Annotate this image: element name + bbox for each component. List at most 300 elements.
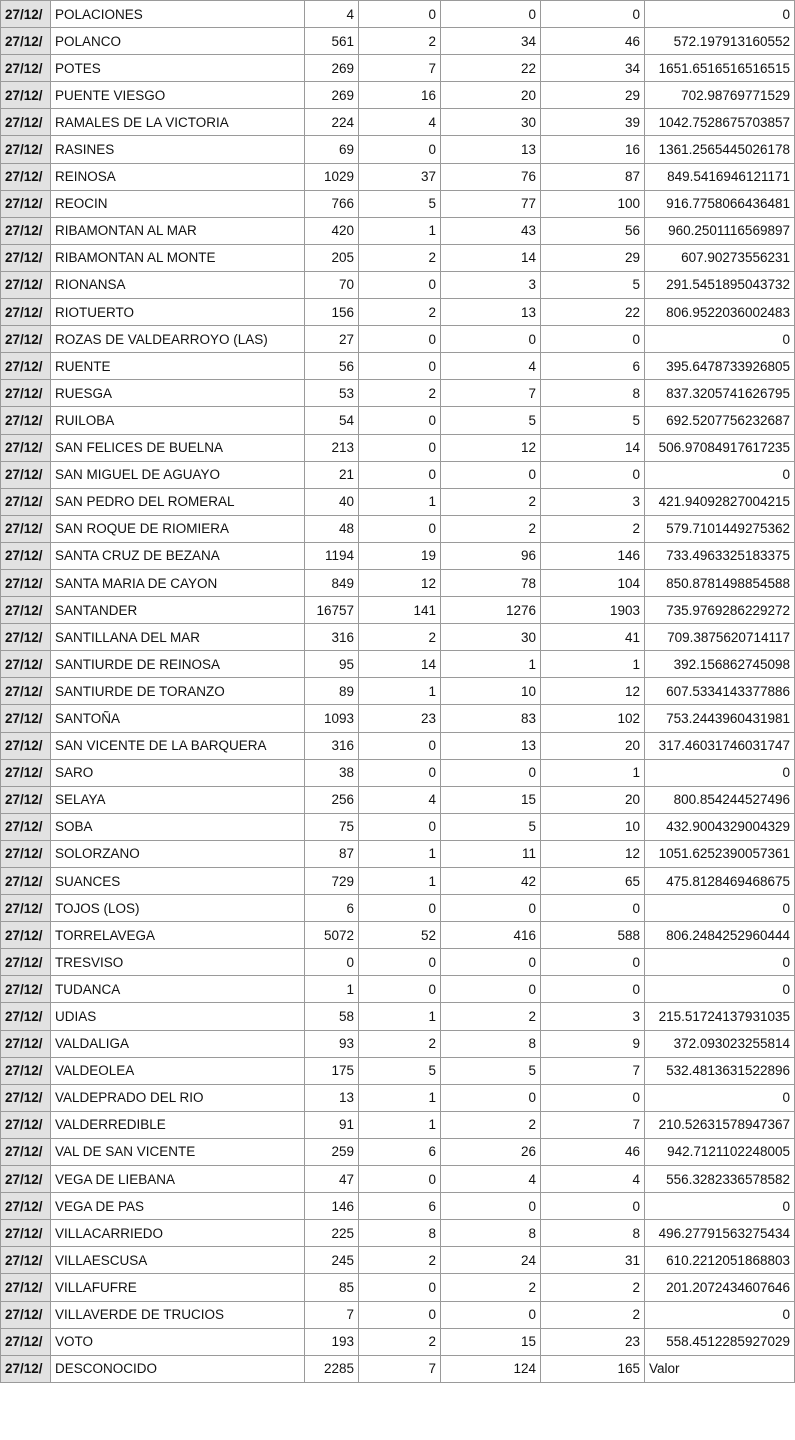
- value-cell-2[interactable]: 0: [359, 407, 441, 434]
- value-cell-2[interactable]: 0: [359, 434, 441, 461]
- date-cell[interactable]: 27/12/: [1, 190, 51, 217]
- date-cell[interactable]: 27/12/: [1, 651, 51, 678]
- value-cell-4[interactable]: 29: [541, 244, 645, 271]
- value-cell-2[interactable]: 6: [359, 1138, 441, 1165]
- value-cell-1[interactable]: 91: [305, 1111, 359, 1138]
- value-cell-5[interactable]: 210.52631578947367: [645, 1111, 795, 1138]
- value-cell-2[interactable]: 1: [359, 840, 441, 867]
- value-cell-5[interactable]: 0: [645, 949, 795, 976]
- municipality-cell[interactable]: RIBAMONTAN AL MAR: [51, 217, 305, 244]
- value-cell-4[interactable]: 56: [541, 217, 645, 244]
- value-cell-5[interactable]: 916.7758066436481: [645, 190, 795, 217]
- municipality-cell[interactable]: VEGA DE PAS: [51, 1193, 305, 1220]
- value-cell-2[interactable]: 23: [359, 705, 441, 732]
- value-cell-2[interactable]: 2: [359, 624, 441, 651]
- municipality-cell[interactable]: RASINES: [51, 136, 305, 163]
- value-cell-1[interactable]: 205: [305, 244, 359, 271]
- value-cell-2[interactable]: 12: [359, 569, 441, 596]
- municipality-cell[interactable]: TOJOS (LOS): [51, 895, 305, 922]
- value-cell-1[interactable]: 146: [305, 1193, 359, 1220]
- value-cell-2[interactable]: 0: [359, 1301, 441, 1328]
- value-cell-2[interactable]: 52: [359, 922, 441, 949]
- value-cell-3[interactable]: 0: [441, 1193, 541, 1220]
- value-cell-5[interactable]: 960.2501116569897: [645, 217, 795, 244]
- value-cell-3[interactable]: 13: [441, 732, 541, 759]
- municipality-cell[interactable]: RUILOBA: [51, 407, 305, 434]
- municipality-cell[interactable]: SANTANDER: [51, 597, 305, 624]
- municipality-cell[interactable]: SOLORZANO: [51, 840, 305, 867]
- date-cell[interactable]: 27/12/: [1, 705, 51, 732]
- value-cell-2[interactable]: 0: [359, 515, 441, 542]
- value-cell-4[interactable]: 0: [541, 895, 645, 922]
- municipality-cell[interactable]: SAN VICENTE DE LA BARQUERA: [51, 732, 305, 759]
- value-cell-4[interactable]: 46: [541, 28, 645, 55]
- value-cell-2[interactable]: 19: [359, 542, 441, 569]
- value-cell-4[interactable]: 5: [541, 271, 645, 298]
- value-cell-3[interactable]: 13: [441, 299, 541, 326]
- municipality-cell[interactable]: VILLAESCUSA: [51, 1247, 305, 1274]
- value-cell-3[interactable]: 77: [441, 190, 541, 217]
- value-cell-3[interactable]: 0: [441, 759, 541, 786]
- value-cell-4[interactable]: 4: [541, 1166, 645, 1193]
- value-cell-1[interactable]: 2285: [305, 1355, 359, 1382]
- value-cell-4[interactable]: 0: [541, 1084, 645, 1111]
- value-cell-4[interactable]: 23: [541, 1328, 645, 1355]
- value-cell-2[interactable]: 0: [359, 732, 441, 759]
- value-cell-5[interactable]: 709.3875620714117: [645, 624, 795, 651]
- value-cell-5[interactable]: 1042.7528675703857: [645, 109, 795, 136]
- municipality-cell[interactable]: RUESGA: [51, 380, 305, 407]
- value-cell-4[interactable]: 100: [541, 190, 645, 217]
- value-cell-3[interactable]: 11: [441, 840, 541, 867]
- date-cell[interactable]: 27/12/: [1, 434, 51, 461]
- value-cell-2[interactable]: 7: [359, 1355, 441, 1382]
- value-cell-1[interactable]: 54: [305, 407, 359, 434]
- value-cell-1[interactable]: 316: [305, 624, 359, 651]
- date-cell[interactable]: 27/12/: [1, 1355, 51, 1382]
- value-cell-4[interactable]: 20: [541, 786, 645, 813]
- value-cell-3[interactable]: 12: [441, 434, 541, 461]
- value-cell-3[interactable]: 76: [441, 163, 541, 190]
- value-cell-3[interactable]: 22: [441, 55, 541, 82]
- municipality-cell[interactable]: TORRELAVEGA: [51, 922, 305, 949]
- value-cell-5[interactable]: 291.5451895043732: [645, 271, 795, 298]
- value-cell-4[interactable]: 2: [541, 1301, 645, 1328]
- value-cell-2[interactable]: 1: [359, 678, 441, 705]
- value-cell-1[interactable]: 87: [305, 840, 359, 867]
- value-cell-2[interactable]: 0: [359, 1, 441, 28]
- municipality-cell[interactable]: VILLACARRIEDO: [51, 1220, 305, 1247]
- value-cell-4[interactable]: 102: [541, 705, 645, 732]
- date-cell[interactable]: 27/12/: [1, 244, 51, 271]
- value-cell-5[interactable]: 753.2443960431981: [645, 705, 795, 732]
- value-cell-1[interactable]: 93: [305, 1030, 359, 1057]
- value-cell-4[interactable]: 39: [541, 109, 645, 136]
- value-cell-3[interactable]: 30: [441, 624, 541, 651]
- value-cell-2[interactable]: 2: [359, 299, 441, 326]
- value-cell-5[interactable]: 0: [645, 1301, 795, 1328]
- value-cell-4[interactable]: 6: [541, 353, 645, 380]
- value-cell-3[interactable]: 0: [441, 461, 541, 488]
- value-cell-3[interactable]: 0: [441, 895, 541, 922]
- value-cell-4[interactable]: 5: [541, 407, 645, 434]
- value-cell-3[interactable]: 8: [441, 1030, 541, 1057]
- value-cell-3[interactable]: 2: [441, 488, 541, 515]
- municipality-cell[interactable]: REINOSA: [51, 163, 305, 190]
- value-cell-2[interactable]: 1: [359, 1003, 441, 1030]
- value-cell-2[interactable]: 2: [359, 380, 441, 407]
- value-cell-5[interactable]: 421.94092827004215: [645, 488, 795, 515]
- value-cell-1[interactable]: 259: [305, 1138, 359, 1165]
- date-cell[interactable]: 27/12/: [1, 407, 51, 434]
- value-cell-2[interactable]: 0: [359, 1274, 441, 1301]
- value-cell-4[interactable]: 31: [541, 1247, 645, 1274]
- date-cell[interactable]: 27/12/: [1, 542, 51, 569]
- value-cell-4[interactable]: 22: [541, 299, 645, 326]
- municipality-cell[interactable]: VILLAFUFRE: [51, 1274, 305, 1301]
- value-cell-5[interactable]: 532.4813631522896: [645, 1057, 795, 1084]
- value-cell-1[interactable]: 40: [305, 488, 359, 515]
- value-cell-4[interactable]: 9: [541, 1030, 645, 1057]
- value-cell-1[interactable]: 156: [305, 299, 359, 326]
- value-cell-1[interactable]: 6: [305, 895, 359, 922]
- value-cell-3[interactable]: 0: [441, 1301, 541, 1328]
- value-cell-4[interactable]: 3: [541, 1003, 645, 1030]
- value-cell-5[interactable]: 556.3282336578582: [645, 1166, 795, 1193]
- value-cell-1[interactable]: 175: [305, 1057, 359, 1084]
- municipality-cell[interactable]: SELAYA: [51, 786, 305, 813]
- value-cell-5[interactable]: 1361.2565445026178: [645, 136, 795, 163]
- value-cell-4[interactable]: 20: [541, 732, 645, 759]
- value-cell-3[interactable]: 20: [441, 82, 541, 109]
- municipality-cell[interactable]: VALDEPRADO DEL RIO: [51, 1084, 305, 1111]
- value-cell-2[interactable]: 16: [359, 82, 441, 109]
- value-cell-1[interactable]: 316: [305, 732, 359, 759]
- value-cell-4[interactable]: 7: [541, 1111, 645, 1138]
- municipality-cell[interactable]: SUANCES: [51, 868, 305, 895]
- date-cell[interactable]: 27/12/: [1, 868, 51, 895]
- value-cell-3[interactable]: 5: [441, 407, 541, 434]
- municipality-cell[interactable]: POTES: [51, 55, 305, 82]
- date-cell[interactable]: 27/12/: [1, 28, 51, 55]
- date-cell[interactable]: 27/12/: [1, 813, 51, 840]
- municipality-cell[interactable]: SAN MIGUEL DE AGUAYO: [51, 461, 305, 488]
- value-cell-5[interactable]: 610.2212051868803: [645, 1247, 795, 1274]
- value-cell-5[interactable]: 475.8128469468675: [645, 868, 795, 895]
- date-cell[interactable]: 27/12/: [1, 1166, 51, 1193]
- date-cell[interactable]: 27/12/: [1, 1274, 51, 1301]
- value-cell-3[interactable]: 0: [441, 949, 541, 976]
- municipality-cell[interactable]: PUENTE VIESGO: [51, 82, 305, 109]
- value-cell-1[interactable]: 1194: [305, 542, 359, 569]
- value-cell-1[interactable]: 561: [305, 28, 359, 55]
- value-cell-5[interactable]: 372.093023255814: [645, 1030, 795, 1057]
- value-cell-1[interactable]: 16757: [305, 597, 359, 624]
- value-cell-2[interactable]: 4: [359, 786, 441, 813]
- date-cell[interactable]: 27/12/: [1, 1084, 51, 1111]
- value-cell-4[interactable]: 165: [541, 1355, 645, 1382]
- value-cell-5[interactable]: 215.51724137931035: [645, 1003, 795, 1030]
- date-cell[interactable]: 27/12/: [1, 1111, 51, 1138]
- value-cell-2[interactable]: 1: [359, 488, 441, 515]
- value-cell-5[interactable]: 395.6478733926805: [645, 353, 795, 380]
- date-cell[interactable]: 27/12/: [1, 1138, 51, 1165]
- value-cell-1[interactable]: 85: [305, 1274, 359, 1301]
- value-cell-3[interactable]: 30: [441, 109, 541, 136]
- municipality-cell[interactable]: RIBAMONTAN AL MONTE: [51, 244, 305, 271]
- value-cell-4[interactable]: 12: [541, 840, 645, 867]
- value-cell-4[interactable]: 1903: [541, 597, 645, 624]
- value-cell-4[interactable]: 588: [541, 922, 645, 949]
- value-cell-1[interactable]: 269: [305, 82, 359, 109]
- value-cell-1[interactable]: 69: [305, 136, 359, 163]
- municipality-cell[interactable]: POLANCO: [51, 28, 305, 55]
- value-cell-1[interactable]: 1: [305, 976, 359, 1003]
- value-cell-5[interactable]: 1651.6516516516515: [645, 55, 795, 82]
- value-cell-3[interactable]: 15: [441, 1328, 541, 1355]
- value-cell-2[interactable]: 14: [359, 651, 441, 678]
- value-cell-3[interactable]: 34: [441, 28, 541, 55]
- value-cell-3[interactable]: 78: [441, 569, 541, 596]
- value-cell-4[interactable]: 8: [541, 1220, 645, 1247]
- value-cell-1[interactable]: 89: [305, 678, 359, 705]
- value-cell-1[interactable]: 245: [305, 1247, 359, 1274]
- value-cell-2[interactable]: 8: [359, 1220, 441, 1247]
- value-cell-3[interactable]: 4: [441, 353, 541, 380]
- date-cell[interactable]: 27/12/: [1, 1003, 51, 1030]
- value-cell-1[interactable]: 1029: [305, 163, 359, 190]
- value-cell-4[interactable]: 0: [541, 949, 645, 976]
- value-cell-1[interactable]: 95: [305, 651, 359, 678]
- value-cell-2[interactable]: 7: [359, 55, 441, 82]
- date-cell[interactable]: 27/12/: [1, 1, 51, 28]
- value-cell-5[interactable]: 392.156862745098: [645, 651, 795, 678]
- value-cell-5[interactable]: 317.46031746031747: [645, 732, 795, 759]
- value-cell-1[interactable]: 729: [305, 868, 359, 895]
- value-cell-3[interactable]: 2: [441, 515, 541, 542]
- value-cell-5[interactable]: 1051.6252390057361: [645, 840, 795, 867]
- date-cell[interactable]: 27/12/: [1, 1301, 51, 1328]
- value-cell-2[interactable]: 5: [359, 1057, 441, 1084]
- value-cell-2[interactable]: 0: [359, 136, 441, 163]
- value-cell-1[interactable]: 4: [305, 1, 359, 28]
- value-cell-3[interactable]: 0: [441, 1084, 541, 1111]
- value-cell-3[interactable]: 13: [441, 136, 541, 163]
- municipality-cell[interactable]: VALDALIGA: [51, 1030, 305, 1057]
- value-cell-5[interactable]: 0: [645, 895, 795, 922]
- date-cell[interactable]: 27/12/: [1, 488, 51, 515]
- municipality-cell[interactable]: VILLAVERDE DE TRUCIOS: [51, 1301, 305, 1328]
- municipality-cell[interactable]: REOCIN: [51, 190, 305, 217]
- value-cell-2[interactable]: 4: [359, 109, 441, 136]
- value-cell-5[interactable]: 496.27791563275434: [645, 1220, 795, 1247]
- municipality-cell[interactable]: RIOTUERTO: [51, 299, 305, 326]
- date-cell[interactable]: 27/12/: [1, 922, 51, 949]
- value-cell-1[interactable]: 269: [305, 55, 359, 82]
- value-cell-4[interactable]: 12: [541, 678, 645, 705]
- value-cell-3[interactable]: 7: [441, 380, 541, 407]
- value-cell-3[interactable]: 14: [441, 244, 541, 271]
- value-cell-3[interactable]: 15: [441, 786, 541, 813]
- date-cell[interactable]: 27/12/: [1, 271, 51, 298]
- date-cell[interactable]: 27/12/: [1, 786, 51, 813]
- value-cell-4[interactable]: 65: [541, 868, 645, 895]
- value-cell-2[interactable]: 2: [359, 1328, 441, 1355]
- date-cell[interactable]: 27/12/: [1, 949, 51, 976]
- value-cell-1[interactable]: 849: [305, 569, 359, 596]
- value-cell-3[interactable]: 0: [441, 1, 541, 28]
- value-cell-5[interactable]: 800.854244527496: [645, 786, 795, 813]
- value-cell-2[interactable]: 2: [359, 244, 441, 271]
- value-cell-3[interactable]: 26: [441, 1138, 541, 1165]
- value-cell-5[interactable]: 0: [645, 461, 795, 488]
- value-cell-5[interactable]: 572.197913160552: [645, 28, 795, 55]
- value-cell-4[interactable]: 41: [541, 624, 645, 651]
- date-cell[interactable]: 27/12/: [1, 976, 51, 1003]
- value-cell-4[interactable]: 14: [541, 434, 645, 461]
- value-cell-2[interactable]: 0: [359, 949, 441, 976]
- value-cell-1[interactable]: 38: [305, 759, 359, 786]
- value-cell-1[interactable]: 58: [305, 1003, 359, 1030]
- date-cell[interactable]: 27/12/: [1, 732, 51, 759]
- date-cell[interactable]: 27/12/: [1, 895, 51, 922]
- value-cell-2[interactable]: 2: [359, 28, 441, 55]
- value-cell-2[interactable]: 1: [359, 1084, 441, 1111]
- municipality-cell[interactable]: SARO: [51, 759, 305, 786]
- value-cell-4[interactable]: 10: [541, 813, 645, 840]
- date-cell[interactable]: 27/12/: [1, 353, 51, 380]
- value-cell-1[interactable]: 5072: [305, 922, 359, 949]
- value-cell-4[interactable]: 0: [541, 976, 645, 1003]
- value-cell-2[interactable]: 0: [359, 1166, 441, 1193]
- date-cell[interactable]: 27/12/: [1, 515, 51, 542]
- value-cell-1[interactable]: 0: [305, 949, 359, 976]
- value-cell-3[interactable]: 4: [441, 1166, 541, 1193]
- value-cell-3[interactable]: 3: [441, 271, 541, 298]
- value-cell-4[interactable]: 3: [541, 488, 645, 515]
- value-cell-5[interactable]: 806.2484252960444: [645, 922, 795, 949]
- value-cell-2[interactable]: 0: [359, 326, 441, 353]
- municipality-cell[interactable]: RUENTE: [51, 353, 305, 380]
- municipality-cell[interactable]: ROZAS DE VALDEARROYO (LAS): [51, 326, 305, 353]
- value-cell-5[interactable]: Valor: [645, 1355, 795, 1382]
- value-cell-4[interactable]: 16: [541, 136, 645, 163]
- date-cell[interactable]: 27/12/: [1, 1247, 51, 1274]
- value-cell-1[interactable]: 766: [305, 190, 359, 217]
- value-cell-4[interactable]: 2: [541, 1274, 645, 1301]
- date-cell[interactable]: 27/12/: [1, 461, 51, 488]
- value-cell-5[interactable]: 432.9004329004329: [645, 813, 795, 840]
- value-cell-3[interactable]: 2: [441, 1003, 541, 1030]
- date-cell[interactable]: 27/12/: [1, 1193, 51, 1220]
- value-cell-4[interactable]: 1: [541, 651, 645, 678]
- value-cell-2[interactable]: 0: [359, 976, 441, 1003]
- value-cell-5[interactable]: 850.8781498854588: [645, 569, 795, 596]
- date-cell[interactable]: 27/12/: [1, 569, 51, 596]
- value-cell-1[interactable]: 70: [305, 271, 359, 298]
- value-cell-3[interactable]: 1276: [441, 597, 541, 624]
- value-cell-5[interactable]: 506.97084917617235: [645, 434, 795, 461]
- value-cell-2[interactable]: 1: [359, 217, 441, 244]
- value-cell-4[interactable]: 87: [541, 163, 645, 190]
- value-cell-3[interactable]: 1: [441, 651, 541, 678]
- date-cell[interactable]: 27/12/: [1, 1328, 51, 1355]
- date-cell[interactable]: 27/12/: [1, 624, 51, 651]
- value-cell-2[interactable]: 0: [359, 759, 441, 786]
- value-cell-1[interactable]: 21: [305, 461, 359, 488]
- municipality-cell[interactable]: VALDEOLEA: [51, 1057, 305, 1084]
- value-cell-3[interactable]: 2: [441, 1111, 541, 1138]
- value-cell-1[interactable]: 225: [305, 1220, 359, 1247]
- date-cell[interactable]: 27/12/: [1, 299, 51, 326]
- municipality-cell[interactable]: SANTILLANA DEL MAR: [51, 624, 305, 651]
- value-cell-2[interactable]: 2: [359, 1030, 441, 1057]
- value-cell-1[interactable]: 27: [305, 326, 359, 353]
- municipality-cell[interactable]: POLACIONES: [51, 1, 305, 28]
- value-cell-2[interactable]: 141: [359, 597, 441, 624]
- value-cell-4[interactable]: 2: [541, 515, 645, 542]
- date-cell[interactable]: 27/12/: [1, 109, 51, 136]
- value-cell-2[interactable]: 1: [359, 868, 441, 895]
- value-cell-5[interactable]: 849.5416946121171: [645, 163, 795, 190]
- value-cell-4[interactable]: 0: [541, 461, 645, 488]
- municipality-cell[interactable]: SAN ROQUE DE RIOMIERA: [51, 515, 305, 542]
- value-cell-4[interactable]: 0: [541, 1, 645, 28]
- value-cell-3[interactable]: 43: [441, 217, 541, 244]
- value-cell-1[interactable]: 213: [305, 434, 359, 461]
- date-cell[interactable]: 27/12/: [1, 759, 51, 786]
- value-cell-2[interactable]: 0: [359, 353, 441, 380]
- municipality-cell[interactable]: VEGA DE LIEBANA: [51, 1166, 305, 1193]
- value-cell-2[interactable]: 5: [359, 190, 441, 217]
- value-cell-4[interactable]: 7: [541, 1057, 645, 1084]
- date-cell[interactable]: 27/12/: [1, 678, 51, 705]
- value-cell-2[interactable]: 1: [359, 1111, 441, 1138]
- value-cell-5[interactable]: 607.5334143377886: [645, 678, 795, 705]
- value-cell-3[interactable]: 0: [441, 326, 541, 353]
- value-cell-2[interactable]: 0: [359, 895, 441, 922]
- value-cell-5[interactable]: 733.4963325183375: [645, 542, 795, 569]
- value-cell-3[interactable]: 124: [441, 1355, 541, 1382]
- date-cell[interactable]: 27/12/: [1, 840, 51, 867]
- value-cell-4[interactable]: 0: [541, 1193, 645, 1220]
- value-cell-5[interactable]: 735.9769286229272: [645, 597, 795, 624]
- value-cell-1[interactable]: 224: [305, 109, 359, 136]
- municipality-cell[interactable]: VOTO: [51, 1328, 305, 1355]
- value-cell-5[interactable]: 558.4512285927029: [645, 1328, 795, 1355]
- value-cell-1[interactable]: 7: [305, 1301, 359, 1328]
- value-cell-1[interactable]: 256: [305, 786, 359, 813]
- value-cell-3[interactable]: 416: [441, 922, 541, 949]
- value-cell-5[interactable]: 0: [645, 326, 795, 353]
- municipality-cell[interactable]: SOBA: [51, 813, 305, 840]
- value-cell-3[interactable]: 8: [441, 1220, 541, 1247]
- value-cell-1[interactable]: 47: [305, 1166, 359, 1193]
- date-cell[interactable]: 27/12/: [1, 1220, 51, 1247]
- municipality-cell[interactable]: RIONANSA: [51, 271, 305, 298]
- municipality-cell[interactable]: SANTIURDE DE TORANZO: [51, 678, 305, 705]
- value-cell-5[interactable]: 702.98769771529: [645, 82, 795, 109]
- value-cell-3[interactable]: 83: [441, 705, 541, 732]
- date-cell[interactable]: 27/12/: [1, 82, 51, 109]
- municipality-cell[interactable]: SAN FELICES DE BUELNA: [51, 434, 305, 461]
- value-cell-3[interactable]: 42: [441, 868, 541, 895]
- municipality-cell[interactable]: DESCONOCIDO: [51, 1355, 305, 1382]
- value-cell-5[interactable]: 0: [645, 1084, 795, 1111]
- value-cell-1[interactable]: 48: [305, 515, 359, 542]
- value-cell-3[interactable]: 5: [441, 1057, 541, 1084]
- value-cell-4[interactable]: 1: [541, 759, 645, 786]
